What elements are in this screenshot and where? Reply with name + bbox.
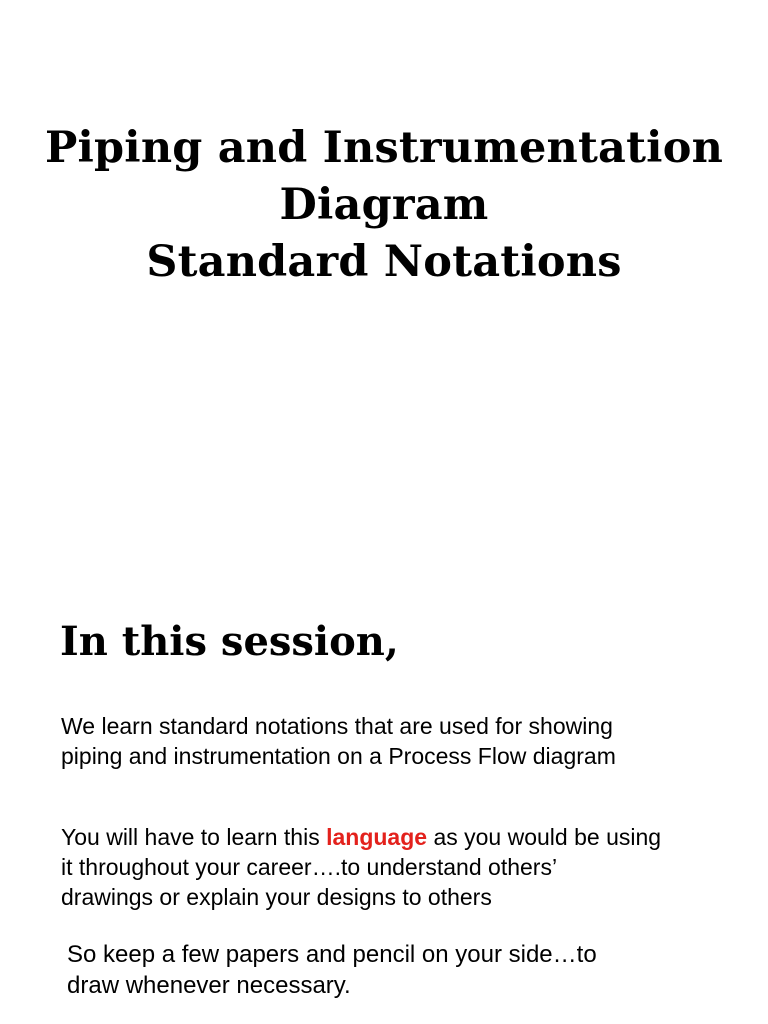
advice-paragraph <box>67 939 597 1001</box>
language-line-1-after: as you would be using <box>427 824 662 850</box>
language-paragraph <box>61 822 661 912</box>
advice-line-1: So keep a few papers and pencil on your side…to <box>67 941 597 968</box>
advice-line-2: draw whenever necessary. <box>67 972 351 999</box>
language-line-2: it throughout your career….to understand others’ <box>61 854 558 880</box>
intro-line-1: We learn standard notations that are used for showing <box>61 713 613 739</box>
title-line-1: Piping and Instrumentation <box>44 123 724 173</box>
language-line-1 <box>61 822 661 852</box>
title-line-3: Standard Notations <box>146 237 622 287</box>
intro-paragraph <box>61 711 616 771</box>
language-line-1-before: You will have to learn this <box>61 824 327 850</box>
session-heading: In this session, <box>60 618 399 665</box>
intro-line-2: piping and instrumentation on a Process Flow diagram <box>61 743 616 769</box>
language-line-3: drawings or explain your designs to others <box>61 884 492 910</box>
language-highlight: language <box>326 824 428 850</box>
slide-title <box>0 120 768 291</box>
title-line-2: Diagram <box>279 180 489 230</box>
